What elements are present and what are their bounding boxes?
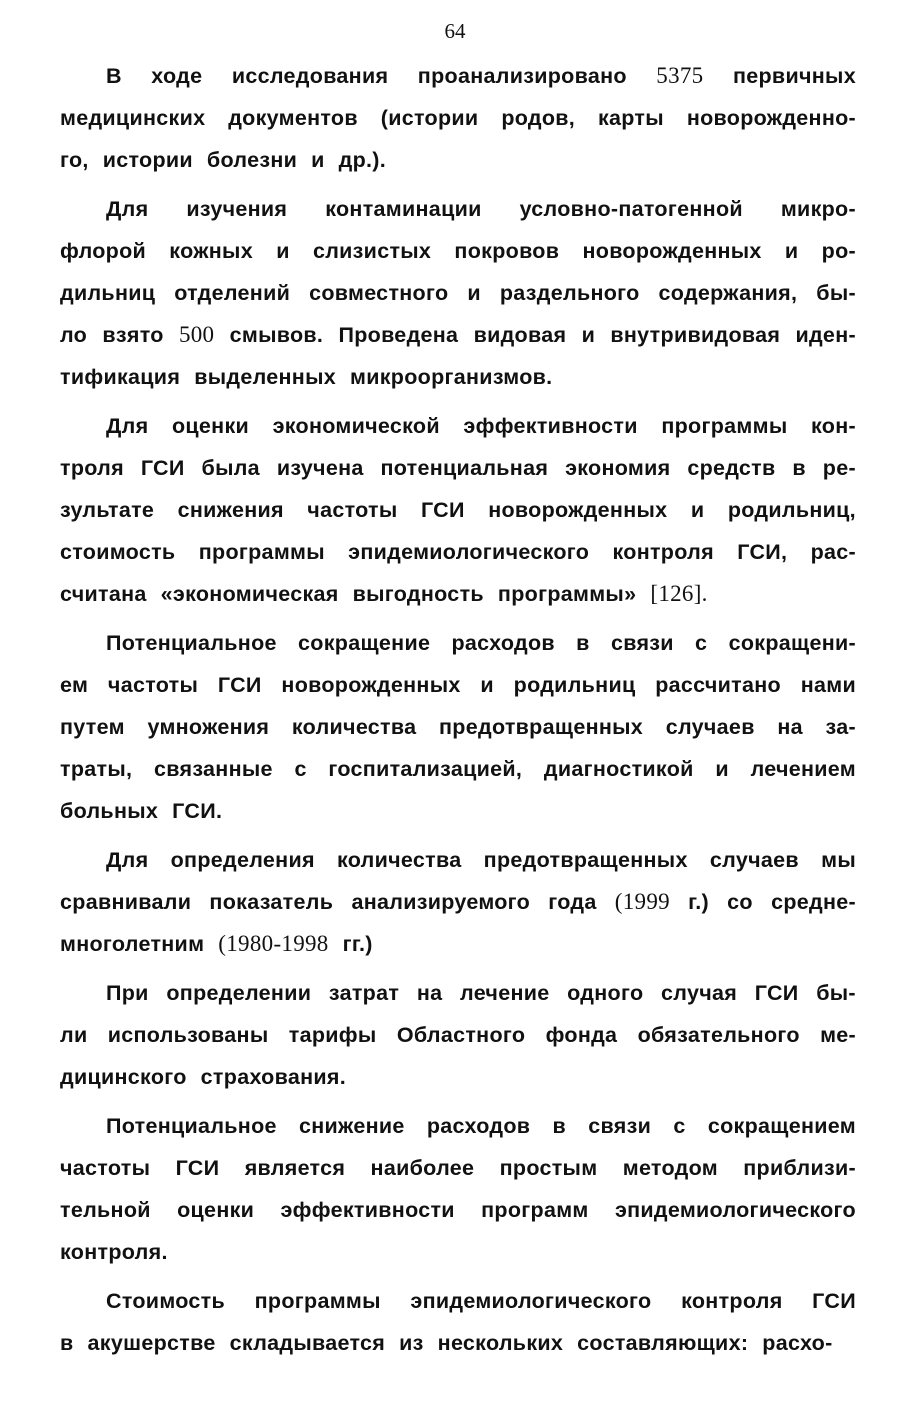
word: слизистых: [312, 239, 432, 263]
word: медицинских: [60, 106, 206, 130]
word: обязательного: [637, 1023, 800, 1047]
text-line: [60, 923, 856, 965]
word: Стоимость: [106, 1289, 225, 1313]
word: новорожденных: [582, 239, 762, 263]
word: смывов.: [229, 323, 324, 347]
word: является: [244, 1156, 346, 1180]
paragraph: [60, 1280, 856, 1364]
text-line: [60, 139, 856, 181]
word: сокращени-: [728, 631, 856, 655]
word: программ: [481, 1198, 589, 1222]
word: бы-: [816, 281, 856, 305]
word: и: [276, 239, 290, 263]
word: определении: [166, 981, 312, 1005]
word: ро-: [821, 239, 856, 263]
word: ГСИ.: [172, 799, 223, 823]
word: совместного: [309, 281, 449, 305]
word: ре-: [822, 456, 856, 480]
word: в: [60, 1331, 74, 1355]
word: микро-: [780, 197, 856, 221]
word: частоты: [60, 1156, 151, 1180]
word: эпидемиологического: [348, 540, 590, 564]
word: Для: [106, 197, 149, 221]
word: При: [106, 981, 149, 1005]
text-line: [60, 881, 856, 923]
word: рас-: [810, 540, 856, 564]
word: случаев: [709, 848, 799, 872]
word: флорой: [60, 239, 147, 263]
word: сокращением: [707, 1114, 856, 1138]
word: (истории: [380, 106, 479, 130]
word: на: [777, 715, 803, 739]
word: внутривидовая: [610, 323, 781, 347]
text-line: [60, 664, 856, 706]
word: многолетним: [60, 932, 205, 956]
word: нескольких: [437, 1331, 564, 1355]
word: количества: [337, 848, 462, 872]
word: (1999: [614, 889, 670, 914]
word: и: [784, 239, 799, 263]
word: снижения: [177, 498, 284, 522]
body-text: [60, 55, 856, 1371]
word: снижение: [299, 1114, 405, 1138]
word: контаминации: [325, 197, 482, 221]
word: Потенциальное: [106, 1114, 277, 1138]
word: тельной: [60, 1198, 151, 1222]
text-line: [60, 188, 856, 230]
word: эпидемиологического: [410, 1289, 652, 1313]
word: умножения: [147, 715, 270, 739]
word: средне-: [771, 890, 856, 914]
word: видовая: [473, 323, 567, 347]
paragraph: [60, 188, 856, 398]
paragraph: [60, 972, 856, 1098]
word: г.): [688, 890, 709, 914]
word: программы: [254, 1289, 381, 1313]
word: троля: [60, 456, 124, 480]
word: новорожденных: [488, 498, 668, 522]
word: экономической: [272, 414, 440, 438]
word: новорожденно-: [686, 106, 856, 130]
word: эффективности: [280, 1198, 455, 1222]
word: условно-патогенной: [519, 197, 743, 221]
word: 500: [178, 322, 215, 347]
word: др.).: [338, 148, 387, 172]
word: ме-: [820, 1023, 856, 1047]
word: ГСИ: [217, 673, 262, 697]
word: предотвращенных: [439, 715, 644, 739]
word: ло: [60, 323, 88, 347]
word: года: [548, 890, 597, 914]
word: расходов: [451, 631, 555, 655]
word: в: [792, 456, 806, 480]
word: иден-: [795, 323, 856, 347]
word: связи: [588, 1114, 652, 1138]
word: с: [673, 1114, 686, 1138]
word: В: [106, 64, 122, 88]
word: была: [201, 456, 260, 480]
word: взято: [102, 323, 164, 347]
word: составляющих:: [577, 1331, 749, 1355]
word: эффективности: [463, 414, 638, 438]
word: анализируемого: [351, 890, 531, 914]
word: дицинского: [60, 1065, 187, 1089]
word: выделенных: [194, 365, 336, 389]
text-line: [60, 1105, 856, 1147]
word: ГСИ: [812, 1289, 856, 1313]
word: ГСИ: [175, 1156, 220, 1180]
word: оценки: [171, 414, 250, 438]
word: контроля: [681, 1289, 783, 1313]
word: путем: [60, 715, 125, 739]
word: стоимость: [60, 540, 176, 564]
word: экономия: [565, 456, 671, 480]
word: истории: [102, 148, 193, 172]
word: исследования: [231, 64, 389, 88]
word: ем: [60, 673, 89, 697]
word: тарифы: [288, 1023, 377, 1047]
text-line: [60, 622, 856, 664]
word: выгодность: [352, 582, 484, 606]
word: рассчитано: [655, 673, 781, 697]
word: приблизи-: [743, 1156, 856, 1180]
word: микроорганизмов.: [350, 365, 553, 389]
word: потенциальная: [380, 456, 549, 480]
word: родильниц: [513, 673, 636, 697]
paragraph: [60, 405, 856, 615]
text-line: [60, 55, 856, 97]
word: гг.): [342, 932, 373, 956]
word: больных: [60, 799, 159, 823]
word: отделений: [174, 281, 291, 305]
word: и: [467, 281, 481, 305]
word: простым: [499, 1156, 598, 1180]
text-line: [60, 972, 856, 1014]
text-line: [60, 1322, 856, 1364]
word: в: [576, 631, 590, 655]
word: предотвращенных: [483, 848, 688, 872]
text-line: [60, 531, 856, 573]
word: бы-: [816, 981, 856, 1005]
word: контроля.: [60, 1240, 168, 1264]
word: расхо-: [762, 1331, 833, 1355]
word: за-: [825, 715, 856, 739]
word: «экономическая: [160, 582, 339, 606]
text-line: [60, 790, 856, 832]
word: фонда: [545, 1023, 618, 1047]
paragraph: [60, 1105, 856, 1273]
word: документов: [228, 106, 358, 130]
word: Проведена: [338, 323, 459, 347]
word: изучена: [276, 456, 364, 480]
word: контроля: [612, 540, 714, 564]
word: и: [715, 757, 729, 781]
word: Для: [106, 414, 149, 438]
word: в: [552, 1114, 567, 1138]
word: родильниц,: [727, 498, 856, 522]
word: складывается: [229, 1331, 386, 1355]
word: программы: [661, 414, 788, 438]
word: болезни: [206, 148, 298, 172]
word: частоты: [107, 673, 199, 697]
word: количества: [291, 715, 417, 739]
word: средств: [687, 456, 776, 480]
text-line: [60, 573, 856, 615]
word: и: [311, 148, 325, 172]
word: кожных: [169, 239, 253, 263]
word: ГСИ: [754, 981, 799, 1005]
word: тификация: [60, 365, 181, 389]
word: сравнивали: [60, 890, 192, 914]
word: проанализировано: [417, 64, 627, 88]
word: связанные: [153, 757, 273, 781]
word: мы: [821, 848, 856, 872]
word: показатель: [209, 890, 334, 914]
text-line: [60, 839, 856, 881]
word: лечение: [460, 981, 550, 1005]
word: Областного: [396, 1023, 526, 1047]
word: с: [294, 757, 307, 781]
word: одного: [567, 981, 644, 1005]
word: страхования.: [200, 1065, 347, 1089]
paragraph: [60, 839, 856, 965]
word: нами: [800, 673, 856, 697]
text-line: [60, 1280, 856, 1322]
page-number: 64: [444, 19, 466, 43]
word: программы: [198, 540, 325, 564]
text-line: [60, 230, 856, 272]
text-line: [60, 1014, 856, 1056]
word: Для: [106, 848, 149, 872]
word: кон-: [811, 414, 856, 438]
word: родов,: [501, 106, 576, 130]
word: и: [480, 673, 494, 697]
text-line: [60, 447, 856, 489]
word: расходов: [426, 1114, 531, 1138]
word: использованы: [107, 1023, 269, 1047]
text-line: [60, 356, 856, 398]
word: раздельного: [499, 281, 640, 305]
word: и: [690, 498, 705, 522]
text-line: [60, 272, 856, 314]
word: связи: [610, 631, 674, 655]
word: затрат: [328, 981, 400, 1005]
word: ходе: [151, 64, 203, 88]
text-line: [60, 1231, 856, 1273]
word: эпидемиологического: [614, 1198, 856, 1222]
word: диагностикой: [543, 757, 694, 781]
word: 5375: [656, 63, 704, 88]
text-line: [60, 97, 856, 139]
word: со: [727, 890, 753, 914]
word: зультате: [60, 498, 155, 522]
word: на: [416, 981, 443, 1005]
word: случая: [661, 981, 738, 1005]
word: покровов: [454, 239, 560, 263]
word: и: [581, 323, 596, 347]
word: го,: [60, 148, 89, 172]
word: оценки: [177, 1198, 255, 1222]
text-line: [60, 1147, 856, 1189]
word: из: [399, 1331, 424, 1355]
word: изучения: [186, 197, 288, 221]
word: случаев: [665, 715, 755, 739]
word: определения: [170, 848, 315, 872]
word: (1980-1998: [218, 931, 329, 956]
word: траты,: [60, 757, 133, 781]
word: программы»: [497, 582, 637, 606]
word: Потенциальное: [106, 631, 277, 655]
word: дильниц: [60, 281, 156, 305]
word: ГСИ,: [737, 540, 788, 564]
word: частоты: [307, 498, 398, 522]
word: с: [695, 631, 708, 655]
paragraph: [60, 55, 856, 181]
word: сокращение: [298, 631, 431, 655]
text-line: [60, 748, 856, 790]
text-line: [60, 314, 856, 356]
word: карты: [597, 106, 664, 130]
text-line: [60, 706, 856, 748]
paragraph: [60, 622, 856, 832]
text-line: [60, 489, 856, 531]
word: методом: [622, 1156, 718, 1180]
word: первичных: [732, 64, 856, 88]
word: [126].: [650, 581, 708, 606]
text-line: [60, 1189, 856, 1231]
word: ГСИ: [140, 456, 185, 480]
text-line: [60, 405, 856, 447]
word: ли: [60, 1023, 88, 1047]
word: наиболее: [370, 1156, 475, 1180]
word: акушерстве: [87, 1331, 216, 1355]
word: считана: [60, 582, 147, 606]
word: содержания,: [658, 281, 798, 305]
text-line: [60, 1056, 856, 1098]
word: ГСИ: [420, 498, 465, 522]
word: госпитализацией,: [328, 757, 523, 781]
word: лечением: [750, 757, 856, 781]
word: новорожденных: [281, 673, 461, 697]
